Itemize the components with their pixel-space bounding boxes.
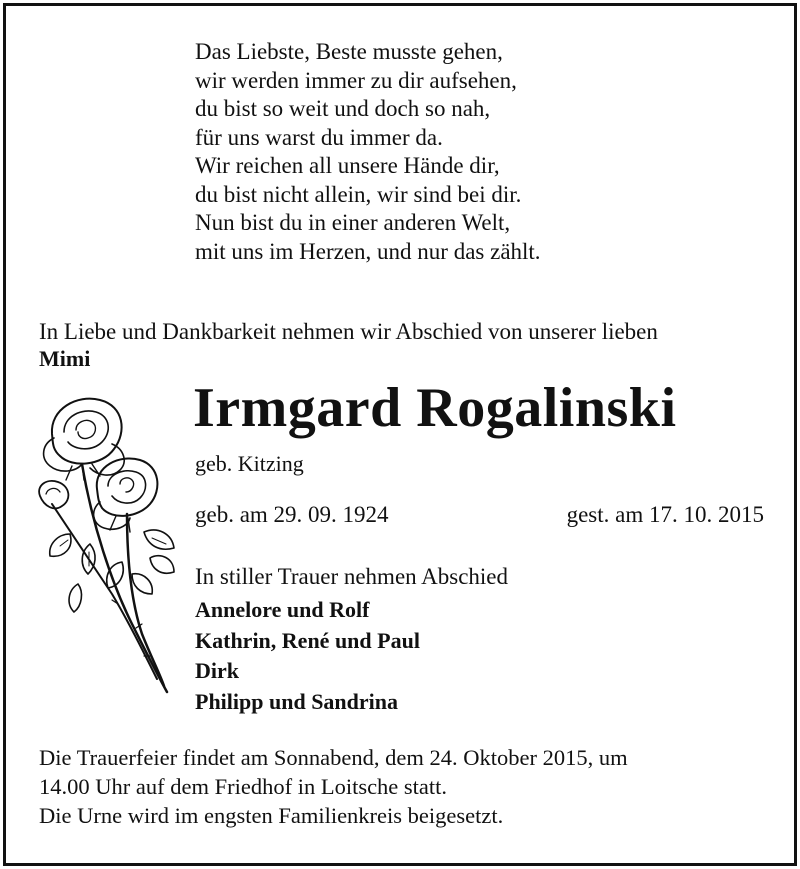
mourners-list (195, 595, 420, 717)
funeral-line: Die Urne wird im engsten Familienkreis beigesetzt. (39, 803, 504, 828)
mourner-entry: Philipp und Sandrina (195, 688, 399, 714)
poem-line: du bist so weit und doch so nah, (195, 96, 491, 121)
obituary-notice (3, 3, 797, 866)
deceased-name: Irmgard Rogalinski (193, 377, 677, 439)
maiden-name: geb. Kitzing (195, 451, 304, 476)
death-date: gest. am 17. 10. 2015 (566, 502, 764, 527)
farewell-intro: In Liebe und Dankbarkeit nehmen wir Abschied von unserer lieben (39, 319, 658, 344)
poem-line: Das Liebste, Beste musste gehen, (195, 39, 503, 64)
mourners-intro: In stiller Trauer nehmen Abschied (195, 564, 509, 589)
mourner-entry: Kathrin, René und Paul (195, 627, 420, 653)
funeral-details (39, 743, 628, 830)
mourner-entry: Dirk (195, 658, 239, 683)
funeral-line: 14.00 Uhr auf dem Friedhof in Loitsche statt. (39, 774, 448, 799)
mourner-entry: Annelore und Rolf (195, 597, 370, 622)
poem-line: Wir reichen all unsere Hände dir, (195, 153, 500, 178)
poem-line: für uns warst du immer da. (195, 124, 443, 150)
roses-icon (32, 394, 182, 699)
poem-line: wir werden immer zu dir aufsehen, (195, 67, 517, 93)
birth-date: geb. am 29. 09. 1924 (195, 502, 389, 527)
nickname: Mimi (39, 346, 91, 371)
memorial-poem (195, 38, 541, 266)
poem-line: Nun bist du in einer anderen Welt, (195, 210, 511, 235)
poem-line: mit uns im Herzen, und nur das zählt. (195, 238, 541, 264)
poem-line: du bist nicht allein, wir sind bei dir. (195, 181, 522, 207)
funeral-line: Die Trauerfeier findet am Sonnabend, dem 24. Oktober 2015, um (39, 745, 628, 770)
